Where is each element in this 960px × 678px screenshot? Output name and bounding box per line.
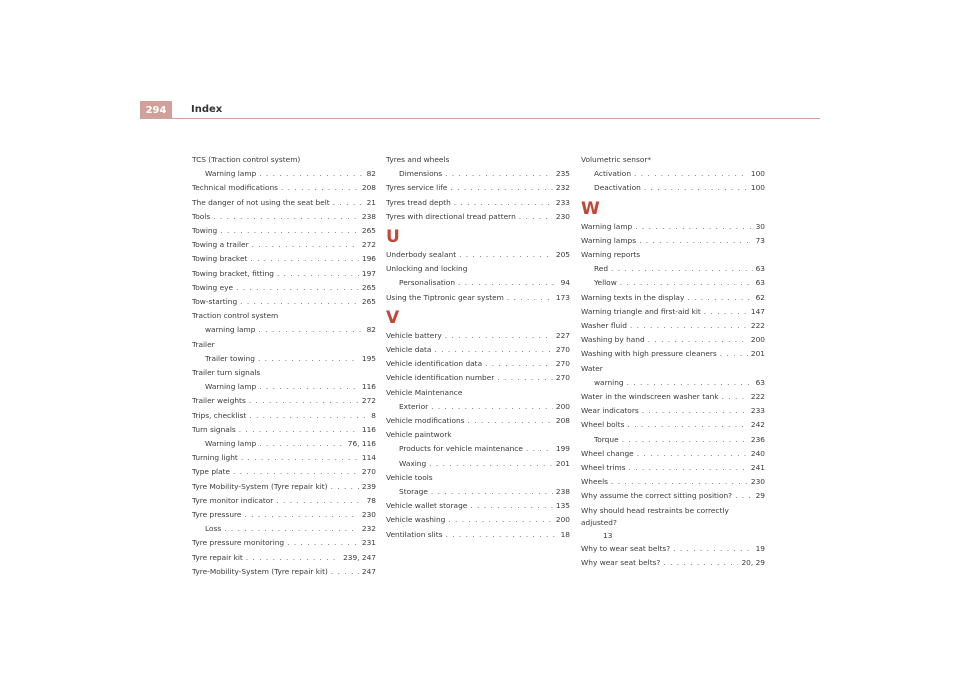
index-entry — [581, 556, 765, 570]
entry-label: Vehicle washing — [386, 515, 446, 525]
entry-label: Washing with high pressure cleaners — [581, 349, 717, 359]
entry-label: Tyres tread depth — [386, 197, 451, 207]
dot-leader — [249, 394, 359, 408]
entry-label: Towing a trailer — [192, 240, 249, 250]
entry-label: Tyres with directional tread pattern — [386, 211, 516, 221]
dot-leader — [642, 404, 748, 418]
dot-leader — [519, 210, 553, 224]
dot-leader — [611, 262, 753, 276]
dot-leader — [485, 357, 553, 371]
entry-label: Dimensions — [399, 169, 443, 179]
entry-label: Ventilation slits — [386, 529, 443, 539]
dot-leader — [722, 390, 748, 404]
dot-leader — [233, 465, 359, 479]
entry-page: 76, 116 — [347, 439, 376, 449]
index-heading: Tyres and wheels — [386, 155, 450, 164]
index-heading: Trailer — [192, 339, 215, 349]
index-entry — [192, 394, 376, 408]
index-entry — [581, 333, 765, 347]
entry-label: Tyre repair kit — [192, 552, 243, 562]
dot-leader — [704, 305, 748, 319]
entry-page: 197 — [361, 268, 376, 278]
dot-leader — [459, 248, 553, 262]
dot-leader — [637, 447, 748, 461]
entry-page: 265 — [361, 226, 376, 236]
entry-label: Wheel bolts — [581, 420, 625, 430]
header-rule — [172, 118, 820, 119]
entry-label: Technical modifications — [192, 183, 279, 193]
entry-label: Trips, checklist — [192, 410, 247, 420]
entry-page: 235 — [555, 169, 570, 179]
entry-label: Vehicle identification number — [386, 373, 495, 383]
index-subentry — [581, 262, 765, 276]
index-entry — [386, 329, 570, 343]
dot-leader — [497, 371, 553, 385]
dot-leader — [281, 181, 359, 195]
dot-leader — [331, 480, 359, 494]
entry-page: 100 — [750, 169, 765, 179]
entry-label: Tyre pressure monitoring — [192, 538, 285, 548]
dot-leader — [445, 329, 553, 343]
index-column-3 — [581, 153, 765, 570]
dot-leader — [431, 485, 553, 499]
index-entry — [386, 357, 570, 371]
index-subentry — [386, 400, 570, 414]
entry-label: Towing bracket — [192, 254, 248, 264]
index-entry — [581, 220, 765, 234]
entry-label: Yellow — [594, 278, 617, 288]
dot-leader — [331, 565, 359, 579]
entry-label: Trailer weights — [192, 396, 246, 406]
dot-leader — [258, 352, 359, 366]
entry-page: 239 — [361, 481, 376, 491]
index-heading: Volumetric sensor* — [581, 155, 652, 164]
index-entry — [581, 291, 765, 305]
entry-page: 242 — [750, 420, 765, 430]
index-entry — [581, 347, 765, 361]
dot-leader — [470, 499, 553, 513]
entry-label: Turning light — [192, 453, 238, 463]
dot-leader — [622, 433, 748, 447]
index-heading: Vehicle tools — [386, 472, 433, 482]
index-entry — [581, 447, 765, 461]
entry-label: Washer fluid — [581, 321, 627, 331]
entry-label: Wheel change — [581, 448, 634, 458]
index-entry — [581, 305, 765, 319]
index-entry — [386, 414, 570, 428]
entry-label: Vehicle battery — [386, 330, 442, 340]
entry-label: Tow-starting — [192, 297, 238, 307]
entry-label: The danger of not using the seat belt — [192, 197, 330, 207]
entry-label: Vehicle identification data — [386, 359, 483, 369]
index-entry — [192, 196, 376, 210]
entry-page: 29 — [755, 491, 765, 501]
index-entry — [386, 528, 570, 542]
dot-leader — [468, 414, 553, 428]
entry-page: 82 — [366, 169, 376, 179]
dot-leader — [431, 400, 553, 414]
index-column-1 — [192, 153, 376, 579]
dot-leader — [276, 494, 363, 508]
entry-page: 62 — [755, 292, 765, 302]
entry-label: Why to wear seat belts? — [581, 543, 671, 553]
dot-leader — [627, 376, 753, 390]
entry-label: Towing — [192, 226, 218, 236]
dot-leader — [429, 457, 553, 471]
entry-page: 30 — [755, 221, 765, 231]
entry-page: 20, 29 — [741, 557, 765, 567]
entry-label: Towing bracket, fitting — [192, 268, 274, 278]
dot-leader — [220, 224, 359, 238]
index-entry — [386, 513, 570, 527]
index-entry — [581, 418, 765, 432]
entry-label: Deactivation — [594, 183, 641, 193]
index-entry — [581, 390, 765, 404]
index-section-letter: V — [386, 307, 400, 328]
index-entry — [192, 494, 376, 508]
index-heading: Vehicle paintwork — [386, 430, 452, 440]
entry-label: Personalisation — [399, 278, 456, 288]
dot-leader — [663, 556, 738, 570]
index-entry — [386, 181, 570, 195]
dot-leader — [673, 542, 752, 556]
index-entry — [386, 210, 570, 224]
entry-label: Tyres service life — [386, 183, 448, 193]
entry-page: 272 — [361, 240, 376, 250]
entry-label: Why should head restraints be correctly adjusted? — [581, 505, 729, 527]
dot-leader — [644, 181, 748, 195]
dot-leader — [224, 522, 359, 536]
index-entry — [192, 536, 376, 550]
index-entry — [581, 404, 765, 418]
entry-label: Tyre monitor indicator — [192, 495, 274, 505]
dot-leader — [244, 508, 358, 522]
entry-page: 82 — [366, 325, 376, 335]
dot-leader — [720, 347, 748, 361]
entry-page: 247 — [361, 566, 376, 576]
entry-label: Activation — [594, 169, 631, 179]
entry-page: 270 — [555, 359, 570, 369]
entry-page: 208 — [361, 183, 376, 193]
entry-page: 232 — [361, 524, 376, 534]
dot-leader — [252, 238, 359, 252]
index-entry — [581, 461, 765, 475]
entry-page: 21 — [366, 197, 376, 207]
index-entry — [192, 451, 376, 465]
index-entry — [192, 295, 376, 309]
entry-page: 18 — [560, 529, 570, 539]
entry-page: 200 — [750, 335, 765, 345]
entry-page: 200 — [555, 515, 570, 525]
entry-page: 173 — [555, 292, 570, 302]
index-subentry — [386, 485, 570, 499]
index-entry — [192, 565, 376, 579]
index-entry — [386, 499, 570, 513]
entry-page: 222 — [750, 392, 765, 402]
entry-page: 233 — [555, 197, 570, 207]
entry-page: 230 — [555, 211, 570, 221]
entry-label: Wear indicators — [581, 406, 639, 416]
dot-leader — [454, 196, 553, 210]
entry-label: warning — [594, 377, 624, 387]
entry-page: 233 — [750, 406, 765, 416]
index-entry — [581, 234, 765, 248]
entry-label: Products for vehicle maintenance — [399, 444, 523, 454]
entry-label: Trailer towing — [205, 353, 255, 363]
entry-page: 272 — [361, 396, 376, 406]
dot-leader — [259, 167, 363, 181]
index-subentry — [192, 522, 376, 536]
index-entry — [386, 371, 570, 385]
dot-leader — [240, 295, 359, 309]
dot-leader — [239, 423, 359, 437]
entry-page: 63 — [755, 264, 765, 274]
page-number-badge: 294 — [140, 101, 172, 119]
entry-label: Water in the windscreen washer tank — [581, 392, 719, 402]
entry-page: 199 — [555, 444, 570, 454]
dot-leader — [639, 234, 753, 248]
entry-label: Warning lamp — [205, 169, 257, 179]
entry-page: 236 — [750, 434, 765, 444]
entry-label: Washing by hand — [581, 335, 645, 345]
index-entry — [192, 281, 376, 295]
index-entry — [192, 267, 376, 281]
entry-label: Why assume the correct sitting position? — [581, 491, 733, 501]
entry-page: 232 — [555, 183, 570, 193]
dot-leader — [507, 291, 553, 305]
index-entry — [581, 319, 765, 333]
index-heading: Vehicle Maintenance — [386, 387, 463, 397]
entry-page: 63 — [755, 278, 765, 288]
index-entry — [581, 475, 765, 489]
dot-leader — [258, 323, 363, 337]
entry-page: 239, 247 — [343, 552, 376, 562]
entry-page: 73 — [755, 235, 765, 245]
index-subentry — [386, 167, 570, 181]
dot-leader — [648, 333, 748, 347]
dot-leader — [635, 220, 752, 234]
entry-page: 200 — [555, 401, 570, 411]
entry-label: Why wear seat belts? — [581, 557, 661, 567]
entry-page: 114 — [361, 453, 376, 463]
entry-label: Underbody sealant — [386, 250, 457, 260]
entry-page: 201 — [750, 349, 765, 359]
index-heading: Traction control system — [192, 311, 279, 321]
entry-label: Tyre pressure — [192, 510, 242, 520]
index-subentry — [581, 276, 765, 290]
index-heading: Unlocking and locking — [386, 264, 468, 274]
entry-label: Tyre Mobility-System (Tyre repair kit) — [192, 481, 328, 491]
entry-page: 240 — [750, 448, 765, 458]
dot-leader — [277, 267, 359, 281]
dot-leader — [246, 551, 340, 565]
entry-page: 230 — [361, 510, 376, 520]
entry-label: Vehicle data — [386, 345, 432, 355]
entry-page: 205 — [555, 250, 570, 260]
entry-page: 63 — [755, 377, 765, 387]
entry-label: Loss — [205, 524, 222, 534]
index-section-letter: U — [386, 227, 400, 248]
entry-page: 270 — [555, 345, 570, 355]
entry-page: 196 — [361, 254, 376, 264]
index-section-letter: W — [581, 198, 600, 219]
entry-label: Tools — [192, 211, 211, 221]
index-entry — [192, 210, 376, 224]
entry-label: Storage — [399, 487, 428, 497]
entry-page: 265 — [361, 282, 376, 292]
entry-page: 270 — [361, 467, 376, 477]
entry-label: Using the Tiptronic gear system — [386, 292, 504, 302]
page-title: Index — [191, 104, 223, 115]
index-entry — [192, 551, 376, 565]
entry-page: 238 — [555, 487, 570, 497]
index-entry — [386, 343, 570, 357]
entry-page: 135 — [555, 501, 570, 511]
entry-page: 231 — [361, 538, 376, 548]
index-subentry — [581, 167, 765, 181]
dot-leader — [445, 528, 557, 542]
index-entry — [192, 423, 376, 437]
index-column-2 — [386, 153, 570, 542]
entry-page: 195 — [361, 353, 376, 363]
entry-label: Warning lamp — [581, 221, 633, 231]
index-entry — [386, 196, 570, 210]
entry-label: Vehicle modifications — [386, 416, 465, 426]
dot-leader — [434, 343, 552, 357]
dot-leader — [241, 451, 359, 465]
entry-label: Red — [594, 264, 609, 274]
dot-leader — [634, 167, 748, 181]
entry-page: 147 — [750, 306, 765, 316]
dot-leader — [629, 461, 748, 475]
dot-leader — [450, 181, 552, 195]
entry-label: Torque — [594, 434, 619, 444]
dot-leader — [630, 319, 748, 333]
index-entry — [386, 248, 570, 262]
dot-leader — [448, 513, 553, 527]
entry-label: Exterior — [399, 401, 429, 411]
entry-page: 116 — [361, 382, 376, 392]
entry-page: 222 — [750, 321, 765, 331]
index-subentry — [192, 323, 376, 337]
index-entry — [192, 465, 376, 479]
entry-label: Warning lamp — [205, 439, 257, 449]
entry-page: 94 — [560, 278, 570, 288]
dot-leader — [628, 418, 748, 432]
dot-leader — [445, 167, 553, 181]
index-subentry — [386, 276, 570, 290]
dot-leader — [250, 252, 359, 266]
index-subentry — [581, 376, 765, 390]
index-subentry — [581, 181, 765, 195]
entry-label: Warning lamp — [205, 382, 257, 392]
entry-label: Towing eye — [192, 282, 234, 292]
entry-label: Turn signals — [192, 424, 236, 434]
index-entry — [192, 238, 376, 252]
index-entry — [192, 409, 376, 423]
dot-leader — [687, 291, 752, 305]
entry-page: 265 — [361, 297, 376, 307]
index-entry — [192, 508, 376, 522]
index-heading: Trailer turn signals — [192, 368, 261, 378]
dot-leader — [620, 276, 753, 290]
entry-label: Warning lamps — [581, 235, 637, 245]
entry-label: Wheels — [581, 477, 608, 487]
entry-page: 116 — [361, 424, 376, 434]
dot-leader — [526, 442, 553, 456]
index-entry — [192, 181, 376, 195]
index-entry — [581, 542, 765, 556]
entry-page: 78 — [366, 495, 376, 505]
index-heading: Warning reports — [581, 250, 641, 260]
index-entry — [192, 224, 376, 238]
index-subentry — [581, 433, 765, 447]
index-entry — [581, 489, 765, 503]
entry-page: 100 — [750, 183, 765, 193]
entry-label: Vehicle wallet storage — [386, 501, 468, 511]
entry-page: 270 — [555, 373, 570, 383]
dot-leader — [458, 276, 558, 290]
index-subentry — [192, 437, 376, 451]
entry-label: Wheel trims — [581, 463, 626, 473]
dot-leader — [735, 489, 752, 503]
index-subentry — [192, 167, 376, 181]
index-heading: Water — [581, 363, 603, 373]
entry-page: 19 — [755, 543, 765, 553]
entry-label: Waxing — [399, 458, 427, 468]
dot-leader — [259, 380, 359, 394]
entry-page: 208 — [555, 416, 570, 426]
entry-label: Type plate — [192, 467, 231, 477]
index-heading: TCS (Traction control system) — [192, 155, 301, 164]
index-entry — [192, 480, 376, 494]
entry-page: 201 — [555, 458, 570, 468]
index-entry — [192, 252, 376, 266]
entry-page: 8 — [371, 410, 376, 420]
dot-leader — [259, 437, 345, 451]
entry-page: 13 — [603, 530, 613, 540]
dot-leader — [249, 409, 368, 423]
entry-page: 227 — [555, 330, 570, 340]
dot-leader — [287, 536, 359, 550]
entry-label: Warning texts in the display — [581, 292, 685, 302]
index-entry — [386, 291, 570, 305]
entry-page: 238 — [361, 211, 376, 221]
index-subentry — [386, 442, 570, 456]
dot-leader — [236, 281, 359, 295]
dot-leader — [611, 475, 748, 489]
entry-page: 230 — [750, 477, 765, 487]
entry-label: Warning triangle and first-aid kit — [581, 306, 701, 316]
dot-leader — [333, 196, 364, 210]
entry-page: 241 — [750, 463, 765, 473]
index-subentry — [386, 457, 570, 471]
entry-label: warning lamp — [205, 325, 256, 335]
entry-label: Tyre-Mobility-System (Tyre repair kit) — [192, 566, 328, 576]
index-subentry — [192, 352, 376, 366]
dot-leader — [213, 210, 359, 224]
index-entry — [581, 504, 765, 542]
index-subentry — [192, 380, 376, 394]
